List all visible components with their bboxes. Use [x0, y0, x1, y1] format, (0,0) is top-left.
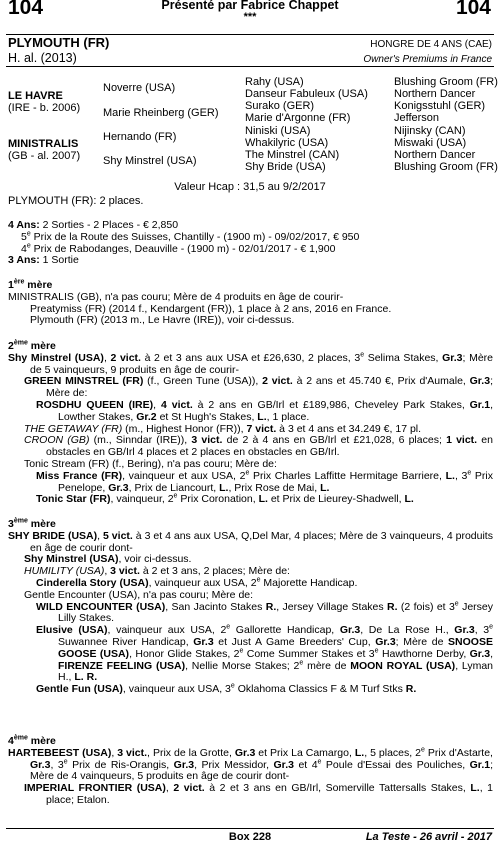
lot-number-left: 104	[8, 0, 44, 19]
sire-name: LE HAVRE	[8, 90, 63, 102]
lot-number-right: 104	[455, 0, 491, 19]
paragraph: Shy Minstrel (USA), voir ci-dessus.	[24, 553, 192, 566]
sire-info: (IRE - b. 2006)	[8, 102, 81, 114]
paragraph: CROON (GB) (m., Sinndar (IRE)), 3 vict. de 2 à 4 ans en GB/Irl et £21,028, 6 places; 1 vict. en obstacles en GB/Irl 4 places et 2 places en obstacles en GB/Irl.	[24, 434, 493, 459]
career-race-2: Prix de Rabodanges, Deauville - (1900 m) - 02/01/2017 - € 1,900	[33, 242, 336, 255]
paragraph: MINISTRALIS (GB), n'a pas couru; Mère de 4 produits en âge de courir-	[8, 290, 344, 303]
paragraph: HUMILITY (USA), 3 vict. à 2 et 3 ans, 2 places; Mère de:	[24, 565, 290, 578]
pedigree-gen3: Marie d'Argonne (FR)	[245, 112, 351, 124]
pedigree-gen3: Shy Bride (USA)	[245, 161, 326, 173]
pedigree-gen3: Danseur Fabuleux (USA)	[245, 88, 368, 100]
pedigree-gen3: The Minstrel (CAN)	[245, 149, 340, 161]
second-dam-section	[8, 341, 493, 506]
section-heading: 3ème mère	[8, 517, 56, 530]
paragraph: Miss France (FR), vainqueur et aux USA, 2e Prix Charles Laffitte Hermitage Barriere, L., 3e Prix Penelope, Gr.3, Prix de Liancourt, L., Prix Rose de Mai, L.	[36, 469, 494, 494]
section-heading: 2ème mère	[8, 339, 56, 352]
pedigree-gen4: Northern Dancer	[394, 88, 476, 100]
dam-info: (GB - al. 2007)	[8, 150, 81, 162]
pedigree-gen3: Whakilyric (USA)	[245, 137, 329, 149]
paragraph: GREEN MINSTREL (FR) (f., Green Tune (USA)), 2 vict. à 2 ans et 45.740 €, Prix d'Aumale, Gr.3; Mère de:	[24, 375, 493, 400]
dam-name: MINISTRALIS	[8, 138, 79, 150]
career-4ans: 2 Sorties - 2 Places - € 2,850	[42, 219, 179, 231]
paragraph: Plymouth (FR) (2013 m., Le Havre (IRE)), voir ci-dessus.	[30, 314, 295, 327]
pedigree-gen2: Marie Rheinberg (GER)	[103, 107, 219, 119]
footer-box: Box 228	[228, 831, 272, 843]
horse-name: PLYMOUTH (FR)	[8, 35, 110, 50]
section-heading: 1ère mère	[8, 278, 53, 291]
paragraph: Elusive (USA), vainqueur aux USA, 2e Gallorette Handicap, Gr.3, De La Rose H., Gr.3, 3e Suwannee River Handicap, Gr.3 et Just A Game Breeders' Cup, Gr.3; Mère de SNOOSE GOOSE (USA), Honor Glide Stakes, 2e Come Summer Stakes et 3e Hawthorne Derby, Gr.3, FIRENZE FEELING (USA), Nellie Morse Stakes; 2e mère de MOON ROYAL (USA), Lyman H., L. R.	[36, 623, 493, 684]
career-race-1: Prix de la Route des Suisses, Chantilly - (1900 m) - 09/02/2017, € 950	[33, 230, 360, 243]
section-heading: 4ème mère	[8, 734, 56, 747]
paragraph: Preatymiss (FR) (2014 f., Kendargent (FR)), 1 place à 2 ans, 2016 en France.	[30, 302, 392, 315]
paragraph: Gentle Fun (USA), vainqueur aux USA, 3e Oklahoma Classics F & M Turf Stks R.	[36, 682, 417, 696]
footer-rule	[6, 828, 494, 829]
presenter: Présenté par Fabrice Chappet	[161, 0, 339, 12]
paragraph: WILD ENCOUNTER (USA), San Jacinto Stakes R., Jersey Village Stakes R. (2 fois) et 3e Jersey Lilly Stakes.	[36, 600, 494, 625]
pedigree-gen4: Miswaki (USA)	[394, 137, 467, 149]
paragraph: Cinderella Story (USA), vainqueur aux USA, 2e Majorette Handicap.	[36, 576, 358, 589]
pedigree-gen3: Surako (GER)	[245, 100, 315, 112]
footer-sale: La Teste - 26 avril - 2017	[365, 831, 492, 843]
pedigree-gen4: Northern Dancer	[394, 149, 476, 161]
pedigree-rule	[6, 66, 494, 67]
paragraph: SHY BRIDE (USA), 5 vict. à 3 et 4 ans aux USA, Q,Del Mar, 4 places; Mère de 3 vainqueurs, 4 produits en âge de courir dont-	[8, 529, 493, 554]
third-dam-section	[8, 519, 493, 696]
places-summary: PLYMOUTH (FR): 2 places.	[8, 195, 144, 207]
pedigree-gen4: Blushing Groom (FR)	[394, 161, 498, 173]
pedigree-gen3: Rahy (USA)	[245, 76, 304, 88]
paragraph: HARTEBEEST (USA), 3 vict., Prix de la Grotte, Gr.3 et Prix La Camargo, L., 5 places, 2e Prix d'Astarte, Gr.3, 3e Prix de Ris-Orangis, Gr.3, Prix Messidor, Gr.3 et 4e Poule d'Essai des Pouliches, Gr.1; Mère de 4 vainqueurs, 5 produits en âge de courir dont-	[8, 746, 493, 783]
pedigree-gen4: Nijinsky (CAN)	[394, 125, 466, 137]
stars: ***	[243, 11, 257, 23]
pedigree-gen4: Jefferson	[394, 112, 440, 124]
paragraph: THE GETAWAY (FR) (m., Highest Honor (FR)), 7 vict. à 3 et 4 ans et 34.249 €, 17 pl.	[24, 422, 422, 435]
career: 4 Ans: 2 Sorties - 2 Places - € 2,850 5e Prix de la Route des Suisses, Chantilly - (1900 m) - 09/02/2017, € 950 4e Prix de Rabodanges, Deauville - (1900 m) - 02/01/2017 - € 1,900 3 Ans: 1 Sortie	[8, 219, 360, 267]
first-dam-section	[8, 280, 493, 327]
owner: Owner's Premiums in France	[363, 54, 492, 65]
pedigree-gen2: Noverre (USA)	[103, 82, 176, 94]
paragraph: Tonic Star (FR), vainqueur, 2e Prix Coronation, L. et Prix de Lieurey-Shadwell, L.	[36, 492, 414, 506]
pedigree-gen4: Blushing Groom (FR)	[394, 76, 498, 88]
paragraph: ROSDHU QUEEN (IRE), 4 vict. à 2 ans en GB/Irl et £189,986, Cheveley Park Stakes, Gr.1, Lowther Stakes, Gr.2 et St Hugh's Stakes, L., 1 place.	[36, 398, 493, 423]
paragraph: IMPERIAL FRONTIER (USA), 2 vict. à 2 et 3 ans en GB/Irl, Somerville Tattersalls Stakes, L., 1 place; Etalon.	[24, 782, 493, 806]
paragraph: Tonic Stream (FR) (f., Bering), n'a pas couru; Mère de:	[24, 457, 277, 470]
pedigree-gen3: Niniski (USA)	[245, 125, 311, 137]
rating: Valeur Hcap : 31,5 au 9/2/2017	[174, 181, 326, 193]
paragraph: Shy Minstrel (USA), 2 vict. à 2 et 3 ans aux USA et £26,630, 2 places, 3e Selima Stakes, Gr.3; Mère de 5 vainqueurs, 9 produits en âge de courir-	[8, 351, 493, 376]
paragraph: Gentle Encounter (USA), n'a pas couru; Mère de:	[24, 588, 254, 601]
pedigree-gen2: Shy Minstrel (USA)	[103, 155, 197, 167]
horse-sex-age: HONGRE DE 4 ANS (CAE)	[370, 39, 492, 50]
pedigree-gen4: Konigsstuhl (GER)	[394, 100, 486, 112]
career-3ans: 1 Sortie	[42, 254, 79, 267]
horse-details: H. al. (2013)	[8, 51, 77, 65]
pedigree-gen2: Hernando (FR)	[103, 131, 177, 143]
fourth-dam-section	[8, 736, 493, 807]
